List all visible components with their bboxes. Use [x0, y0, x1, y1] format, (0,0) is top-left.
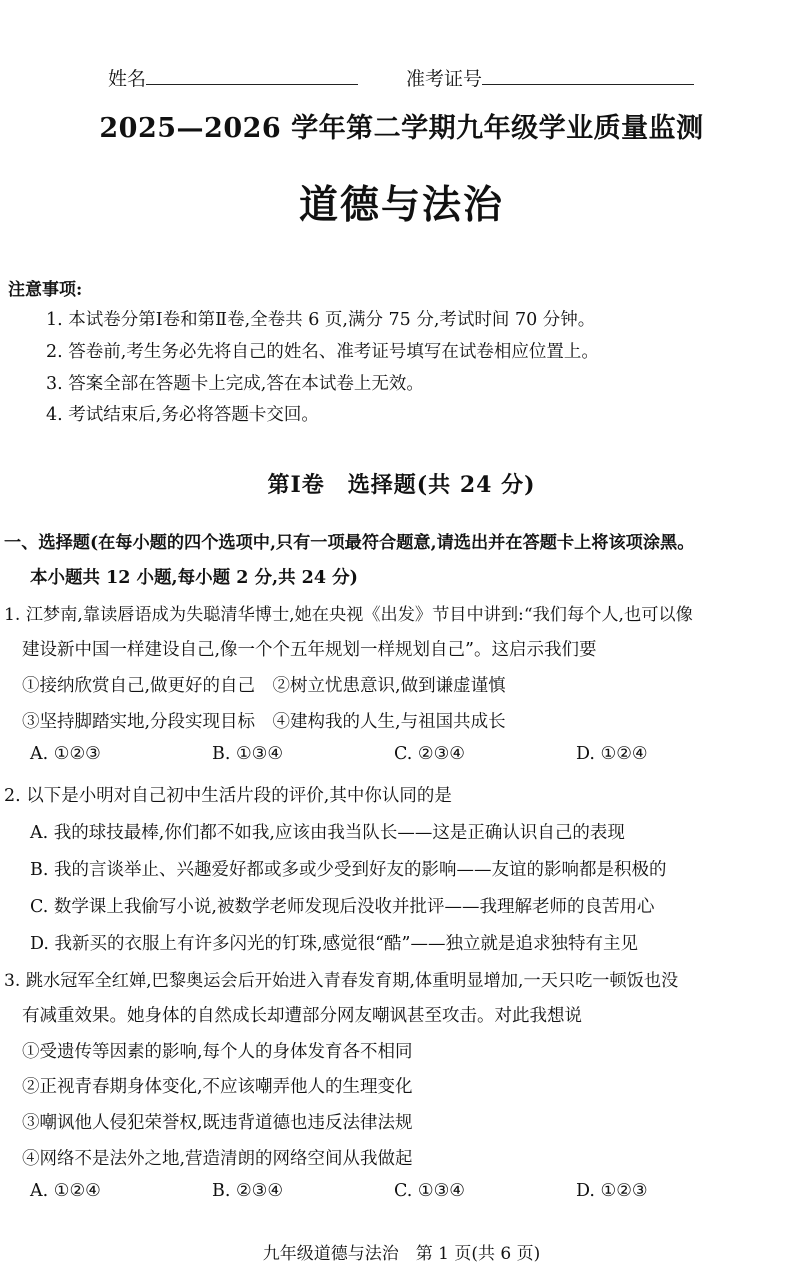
- question-1-stem-cont: 建设新中国一样建设自己,像一个个五年规划一样规划自己”。这启示我们要: [22, 640, 597, 660]
- question-3-option-c[interactable]: C. ①③④: [394, 1181, 465, 1201]
- question-3-stem: 3. 跳水冠军全红婵,巴黎奥运会后开始进入青春发育期,体重明显增加,一天只吃一顿饭也没: [4, 971, 679, 991]
- question-3-statement: ①受遗传等因素的影响,每个人的身体发育各不相同: [22, 1042, 413, 1062]
- question-1-option-a[interactable]: A. ①②③: [30, 744, 101, 764]
- section-title: 第Ⅰ卷 选择题(共 24 分): [267, 472, 536, 498]
- question-2-option-d[interactable]: D. 我新买的衣服上有许多闪光的钉珠,感觉很“酷”——独立就是追求独特有主见: [30, 934, 638, 954]
- question-1-option-b[interactable]: B. ①③④: [212, 744, 284, 764]
- question-3-stem-cont: 有减重效果。她身体的自然成长却遭部分网友嘲讽甚至攻击。对此我想说: [22, 1006, 582, 1026]
- page-footer: 九年级道德与法治 第 1 页(共 6 页): [262, 1244, 541, 1264]
- question-2-stem: 2. 以下是小明对自己初中生活片段的评价,其中你认同的是: [4, 786, 452, 806]
- name-label: 姓名: [108, 68, 147, 90]
- question-1-option-c[interactable]: C. ②③④: [394, 744, 465, 764]
- question-1-statements: ③坚持脚踏实地,分段实现目标 ④建构我的人生,与祖国共成长: [22, 712, 506, 732]
- question-3-statement: ②正视青春期身体变化,不应该嘲弄他人的生理变化: [22, 1077, 413, 1097]
- question-3-statement: ④网络不是法外之地,营造清朗的网络空间从我做起: [22, 1149, 413, 1169]
- part-one-heading: 一、选择题(在每小题的四个选项中,只有一项最符合题意,请选出并在答题卡上将该项涂黑。: [4, 533, 695, 553]
- question-1-option-d[interactable]: D. ①②④: [576, 744, 648, 764]
- exam-id-field[interactable]: [406, 64, 694, 91]
- question-1-stem: 1. 江梦南,靠读唇语成为失聪清华博士,她在央视《出发》节目中讲到:“我们每个人,也可以像: [4, 605, 693, 625]
- question-3-option-b[interactable]: B. ②③④: [212, 1181, 284, 1201]
- notice-item: 4. 考试结束后,务必将答题卡交回。: [46, 405, 319, 425]
- question-2-option-b[interactable]: B. 我的言谈举止、兴趣爱好都或多或少受到好友的影响——友谊的影响都是积极的: [30, 860, 667, 880]
- question-3-statement: ③嘲讽他人侵犯荣誉权,既违背道德也违反法律法规: [22, 1113, 413, 1133]
- name-field[interactable]: [108, 64, 358, 91]
- part-one-subheading: 本小题共 12 小题,每小题 2 分,共 24 分): [30, 568, 358, 588]
- notice-item: 3. 答案全部在答题卡上完成,答在本试卷上无效。: [46, 374, 424, 394]
- question-3-option-a[interactable]: A. ①②④: [30, 1181, 101, 1201]
- exam-id-label: 准考证号: [406, 68, 483, 90]
- exam-title: 2025—2026 学年第二学期九年级学业质量监测: [99, 113, 704, 144]
- subject-title: 道德与法治: [298, 182, 504, 228]
- notice-heading: 注意事项:: [8, 280, 83, 300]
- question-2-option-a[interactable]: A. 我的球技最棒,你们都不如我,应该由我当队长——这是正确认识自己的表现: [30, 823, 625, 843]
- question-2-option-c[interactable]: C. 数学课上我偷写小说,被数学老师发现后没收并批评——我理解老师的良苦用心: [30, 897, 655, 917]
- question-1-statements: ①接纳欣赏自己,做更好的自己 ②树立忧患意识,做到谦虚谨慎: [22, 676, 506, 696]
- question-3-option-d[interactable]: D. ①②③: [576, 1181, 648, 1201]
- notice-item: 1. 本试卷分第Ⅰ卷和第Ⅱ卷,全卷共 6 页,满分 75 分,考试时间 70 分钟。: [46, 310, 596, 330]
- name-blank[interactable]: [146, 84, 358, 85]
- exam-id-blank[interactable]: [482, 84, 694, 85]
- notice-item: 2. 答卷前,考生务必先将自己的姓名、准考证号填写在试卷相应位置上。: [46, 342, 599, 362]
